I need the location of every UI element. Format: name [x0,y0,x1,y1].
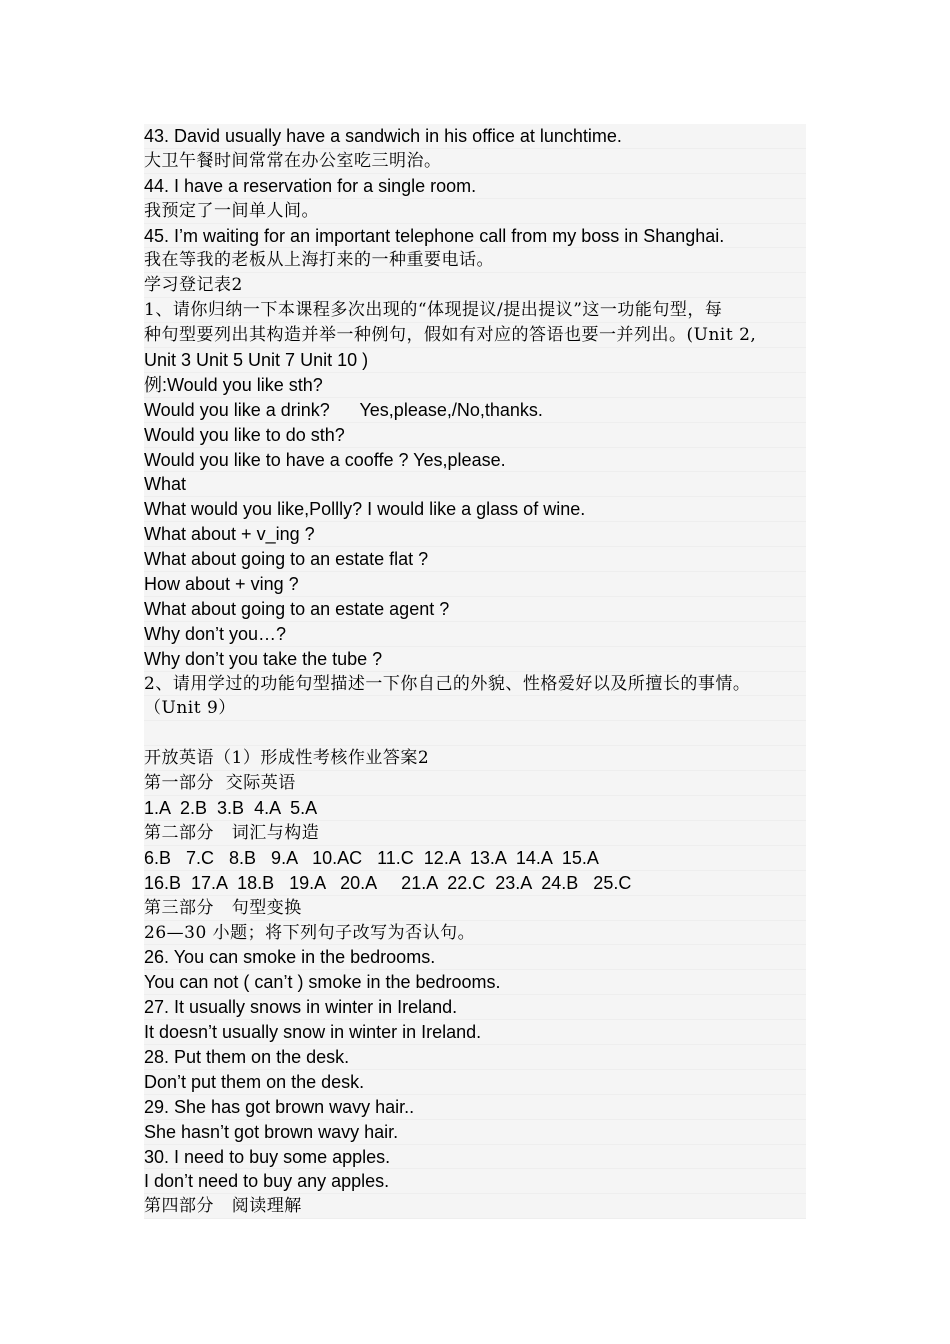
text-line: 44. I have a reservation for a single room. [144,174,806,199]
text-line: Unit 3 Unit 5 Unit 7 Unit 10 ) [144,348,806,373]
text-line: Would you like to have a cooffe ? Yes,please. [144,448,806,473]
text-line: What would you like,Pollly? I would like a glass of wine. [144,497,806,522]
text-line: Would you like a drink? Yes,please,/No,thanks. [144,398,806,423]
text-line: 第二部分 词汇与构造 [144,821,806,846]
text-line: 种句型要列出其构造并举一种例句，假如有对应的答语也要一并列出。(Unit 2, [144,323,806,348]
document-body [144,124,806,1219]
text-line: 1.A 2.B 3.B 4.A 5.A [144,796,806,821]
text-line: 我预定了一间单人间。 [144,199,806,224]
text-line: She hasn’t got brown wavy hair. [144,1120,806,1145]
text-line: 43. David usually have a sandwich in his office at lunchtime. [144,124,806,149]
text-line: 29. She has got brown wavy hair.. [144,1095,806,1120]
text-line: How about + ving ? [144,572,806,597]
text-line: 第四部分 阅读理解 [144,1194,806,1219]
text-line: 大卫午餐时间常常在办公室吃三明治。 [144,149,806,174]
text-line: 第一部分 交际英语 [144,771,806,796]
text-line: 16.B 17.A 18.B 19.A 20.A 21.A 22.C 23.A 24.B 25.C [144,871,806,896]
text-line: 26—30 小题；将下列句子改写为否认句。 [144,921,806,946]
text-line: Why don’t you…? [144,622,806,647]
text-line: 27. It usually snows in winter in Ireland. [144,995,806,1020]
text-line: 28. Put them on the desk. [144,1045,806,1070]
text-line: It doesn’t usually snow in winter in Ireland. [144,1020,806,1045]
text-line: Why don’t you take the tube ? [144,647,806,672]
text-line: You can not ( can’t ) smoke in the bedrooms. [144,970,806,995]
text-line: 30. I need to buy some apples. [144,1145,806,1170]
text-line: 1、请你归纳一下本课程多次出现的“体现提议/提出提议”这一功能句型，每 [144,298,806,323]
text-line: 45. I’m waiting for an important telephone call from my boss in Shanghai. [144,224,806,249]
text-line: 开放英语（1）形成性考核作业答案2 [144,746,806,771]
text-line: What about going to an estate agent ? [144,597,806,622]
text-line: 例:Would you like sth? [144,373,806,398]
text-line: （Unit 9） [144,696,806,721]
text-line: I don’t need to buy any apples. [144,1169,806,1194]
text-line: What about + v_ing ? [144,522,806,547]
text-line: What about going to an estate flat ? [144,547,806,572]
text-line: 2、请用学过的功能句型描述一下你自己的外貌、性格爱好以及所擅长的事情。 [144,672,806,697]
text-line [144,721,806,746]
text-line: Would you like to do sth? [144,423,806,448]
text-line: 6.B 7.C 8.B 9.A 10.AC 11.C 12.A 13.A 14.A 15.A [144,846,806,871]
text-line: What [144,472,806,497]
text-line: Don’t put them on the desk. [144,1070,806,1095]
text-line: 26. You can smoke in the bedrooms. [144,945,806,970]
text-line: 学习登记表2 [144,273,806,298]
text-line: 第三部分 句型变换 [144,896,806,921]
text-line: 我在等我的老板从上海打来的一种重要电话。 [144,248,806,273]
